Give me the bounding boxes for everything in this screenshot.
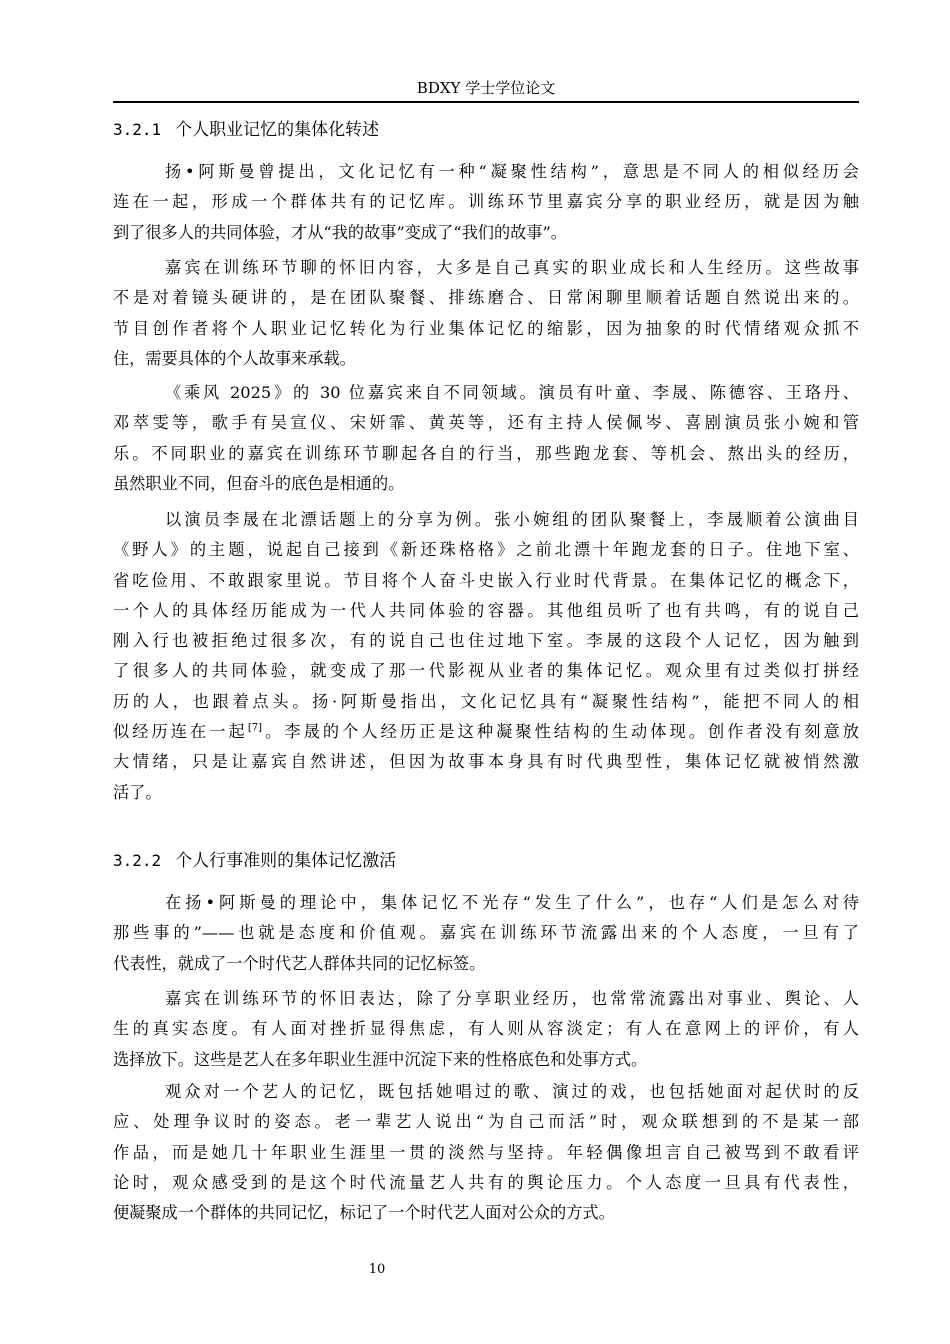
text-line: 虽然职业不同，但奋斗的底色是相通的。	[113, 473, 405, 493]
text-line-with-citation	[113, 717, 859, 747]
paragraph	[113, 984, 859, 1075]
text-line: 节目创作者将个人职业记忆转化为行业集体记忆的缩影，因为抽象的时代情绪观众抓不	[113, 318, 859, 338]
text-line: 一个人的具体经历能成为一代人共同体验的容器。其他组员听了也有共鸣，有的说自己	[113, 600, 859, 620]
text-line: 刚入行也被拒绝过很多次，有的说自己也住过地下室。李晟的这段个人记忆，因为触到	[113, 631, 859, 651]
text-line: 在扬•阿斯曼的理论中，集体记忆不光存“发生了什么”，也存“人们是怎么对待	[165, 893, 859, 912]
text-line: 乐。不同职业的嘉宾在训练环节聊起各自的行当，那些跑龙套、等机会、熬出头的经历，	[113, 443, 859, 463]
text-line: 应、处理争议时的姿态。老一辈艺人说出“为自己而活”时，观众联想到的不是某一部	[113, 1112, 859, 1132]
text-line: 扬•阿斯曼曾提出，文化记忆有一种“凝聚性结构”，意思是不同人的相似经历会	[165, 162, 859, 181]
paragraph	[113, 505, 859, 808]
text-line: 省吃俭用、不敢跟家里说。节目将个人奋斗史嵌入行业时代背景。在集体记忆的概念下，	[113, 570, 859, 590]
section-heading-3-2-1	[113, 119, 379, 141]
text-line: 不是对着镜头硬讲的，是在团队聚餐、排练磨合、日常闲聊里顺着话题自然说出来的。	[113, 288, 859, 308]
paragraph	[113, 157, 859, 248]
text-line: 那些事的”——也就是态度和价值观。嘉宾在训练环节流露出来的个人态度，一旦有了	[113, 923, 859, 943]
header-rule	[113, 101, 859, 103]
text-line: 以演员李晟在北漂话题上的分享为例。张小婉组的团队聚餐上，李晟顺着公演曲目	[165, 510, 859, 529]
section-heading-3-2-2	[113, 850, 396, 872]
text-run: 。李晟的个人经历正是这种凝聚性结构的生动体现。创作者没有刻意放	[261, 722, 859, 742]
page-number: 10	[368, 1262, 386, 1277]
text-line: 嘉宾在训练环节的怀旧表达，除了分享职业经历，也常常流露出对事业、舆论、人	[165, 989, 859, 1008]
paragraph	[113, 253, 859, 374]
text-line: 邓萃雯等，歌手有吴宣仪、宋妍霏、黄英等，还有主持人侯佩岑、喜剧演员张小婉和管	[113, 413, 859, 433]
paragraph	[113, 1077, 859, 1228]
paragraph	[113, 378, 859, 499]
paragraph	[113, 888, 859, 979]
text-line: 大情绪，只是让嘉宾自然讲述，但因为故事本身具有时代典型性，集体记忆就被悄然激	[113, 752, 859, 772]
text-line: 《乘风 2025》的 30 位嘉宾来自不同领域。演员有叶童、李晟、陈德容、王珞丹、	[165, 383, 859, 402]
text-line: 便凝聚成一个群体的共同记忆，标记了一个时代艺人面对公众的方式。	[113, 1203, 615, 1223]
citation-marker: [7]	[247, 722, 262, 734]
text-line: 连在一起，形成一个群体共有的记忆库。训练环节里嘉宾分享的职业经历，就是因为触	[113, 192, 859, 212]
text-line: 观众对一个艺人的记忆，既包括她唱过的歌、演过的戏，也包括她面对起伏时的反	[165, 1082, 859, 1101]
text-line: 嘉宾在训练环节聊的怀旧内容，大多是自己真实的职业成长和人生经历。这些故事	[165, 258, 859, 277]
text-line: 到了很多人的共同体验，才从“我的故事”变成了“我们的故事”。	[113, 222, 567, 242]
text-line: 论时，观众感受到的是这个时代流量艺人共有的舆论压力。个人态度一旦具有代表性，	[113, 1172, 859, 1192]
text-line: 活了。	[113, 782, 162, 802]
text-line: 历的人，也跟着点头。扬·阿斯曼指出，文化记忆具有“凝聚性结构”，能把不同人的相	[113, 691, 859, 711]
running-header: BDXY 学士学位论文	[416, 79, 556, 97]
text-line: 作品，而是她几十年职业生涯里一贯的淡然与坚持。年轻偶像坦言自己被骂到不敢看评	[113, 1142, 859, 1162]
section-title: 个人行事准则的集体记忆激活	[175, 851, 397, 871]
section-number: 3.2.1	[113, 120, 162, 139]
text-line: 选择放下。这些是艺人在多年职业生涯中沉淀下来的性格底色和处事方式。	[113, 1049, 648, 1069]
text-run: 似经历连在一起	[113, 722, 248, 742]
section-title: 个人职业记忆的集体化转述	[175, 120, 380, 140]
text-line: 生的真实态度。有人面对挫折显得焦虑，有人则从容淡定；有人在意网上的评价，有人	[113, 1019, 859, 1039]
text-line: 住，需要具体的个人故事来承载。	[113, 348, 356, 368]
text-line: 《野人》的主题，说起自己接到《新还珠格格》之前北漂十年跑龙套的日子。住地下室、	[113, 540, 859, 560]
section-number: 3.2.2	[113, 851, 162, 870]
text-line: 了很多人的共同体验，就变成了那一代影视从业者的集体记忆。观众里有过类似打拼经	[113, 661, 859, 681]
text-line: 代表性，就成了一个时代艺人群体共同的记忆标签。	[113, 953, 486, 973]
